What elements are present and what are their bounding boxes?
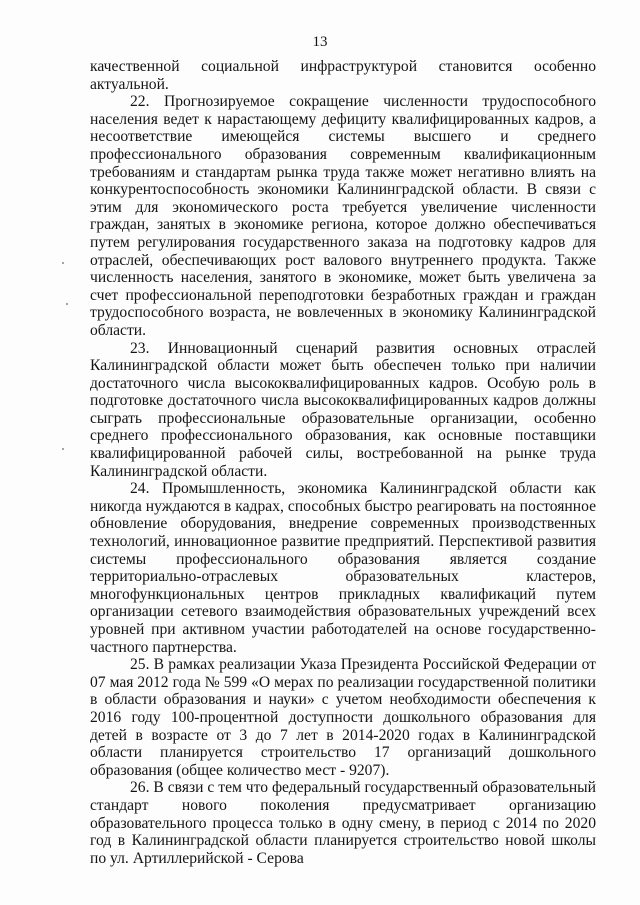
scan-speck <box>62 448 64 450</box>
paragraph-item-23: 23. Инновационный сценарий развития основных отраслей Калининградской области может быть обеспечен только при наличии достаточного числа высококвалифицированных кадров. Особую роль в подготовке достаточного числа высококвалифицированных кадров должны сыграть профессиональные образовательные организации, особенно среднего профессионального образования, как основные поставщики квалифицированной рабочей силы, востребованной на рынке труда Калининградской области. <box>90 339 596 480</box>
document-body <box>90 58 596 867</box>
page-number: 13 <box>312 34 328 50</box>
paragraph-continuation: качественной социальной инфраструктурой становится особенно актуальной. <box>90 58 596 93</box>
paragraph-item-25: 25. В рамках реализации Указа Президента Российской Федерации от 07 мая 2012 года № 599 «О мерах по реализации государственной политики в области образования и науки» с учетом необходимости обеспечения к 2016 году 100-процентной доступности дошкольного образования для детей в возрасте от 3 до 7 лет в 2014-2020 годах в Калининградской области планируется строительство 17 организаций дошкольного образования (общее количество мест - 9207). <box>90 656 596 779</box>
paragraph-item-22: 22. Прогнозируемое сокращение численности трудоспособного населения ведет к нарастающему дефициту квалифицированных кадров, а несоответствие имеющейся системы высшего и среднего профессионального образования современным квалификационным требованиям и стандартам рынка труда также может негативно влиять на конкурентоспособность экономики Калининградской области. В связи с этим для экономического роста требуется увеличение численности граждан, занятых в экономике региона, которое должно обеспечиваться путем регулирования государственного заказа на подготовку кадров для отраслей, обеспечивающих рост валового внутреннего продукта. Также численность населения, занятого в экономике, может быть увеличена за счет профессиональной переподготовки безработных граждан и граждан трудоспособного возраста, не вовлеченных в экономику Калининградской области. <box>90 93 596 339</box>
paragraph-item-24: 24. Промышленность, экономика Калининградской области как никогда нуждаются в кадрах, способных быстро реагировать на постоянное обновление оборудования, внедрение современных производственных технологий, инновационное развитие предприятий. Перспективой развития системы профессионального образования является создание территориально-отраслевых образовательных кластеров, многофункциональных центров прикладных квалификаций путем организации сетевого взаимодействия образовательных учреждений всех уровней при активном участии работодателей на основе государственно-частного партнерства. <box>90 480 596 656</box>
scan-speck <box>62 262 64 264</box>
paragraph-item-26: 26. В связи с тем что федеральный государственный образовательный стандарт нового поколения предусматривает организацию образовательного процесса только в одну смену, в период с 2014 по 2020 год в Калининградской области планируется строительство новой школы по ул. Артиллерийской - Серова <box>90 779 596 867</box>
scan-speck <box>66 303 68 305</box>
